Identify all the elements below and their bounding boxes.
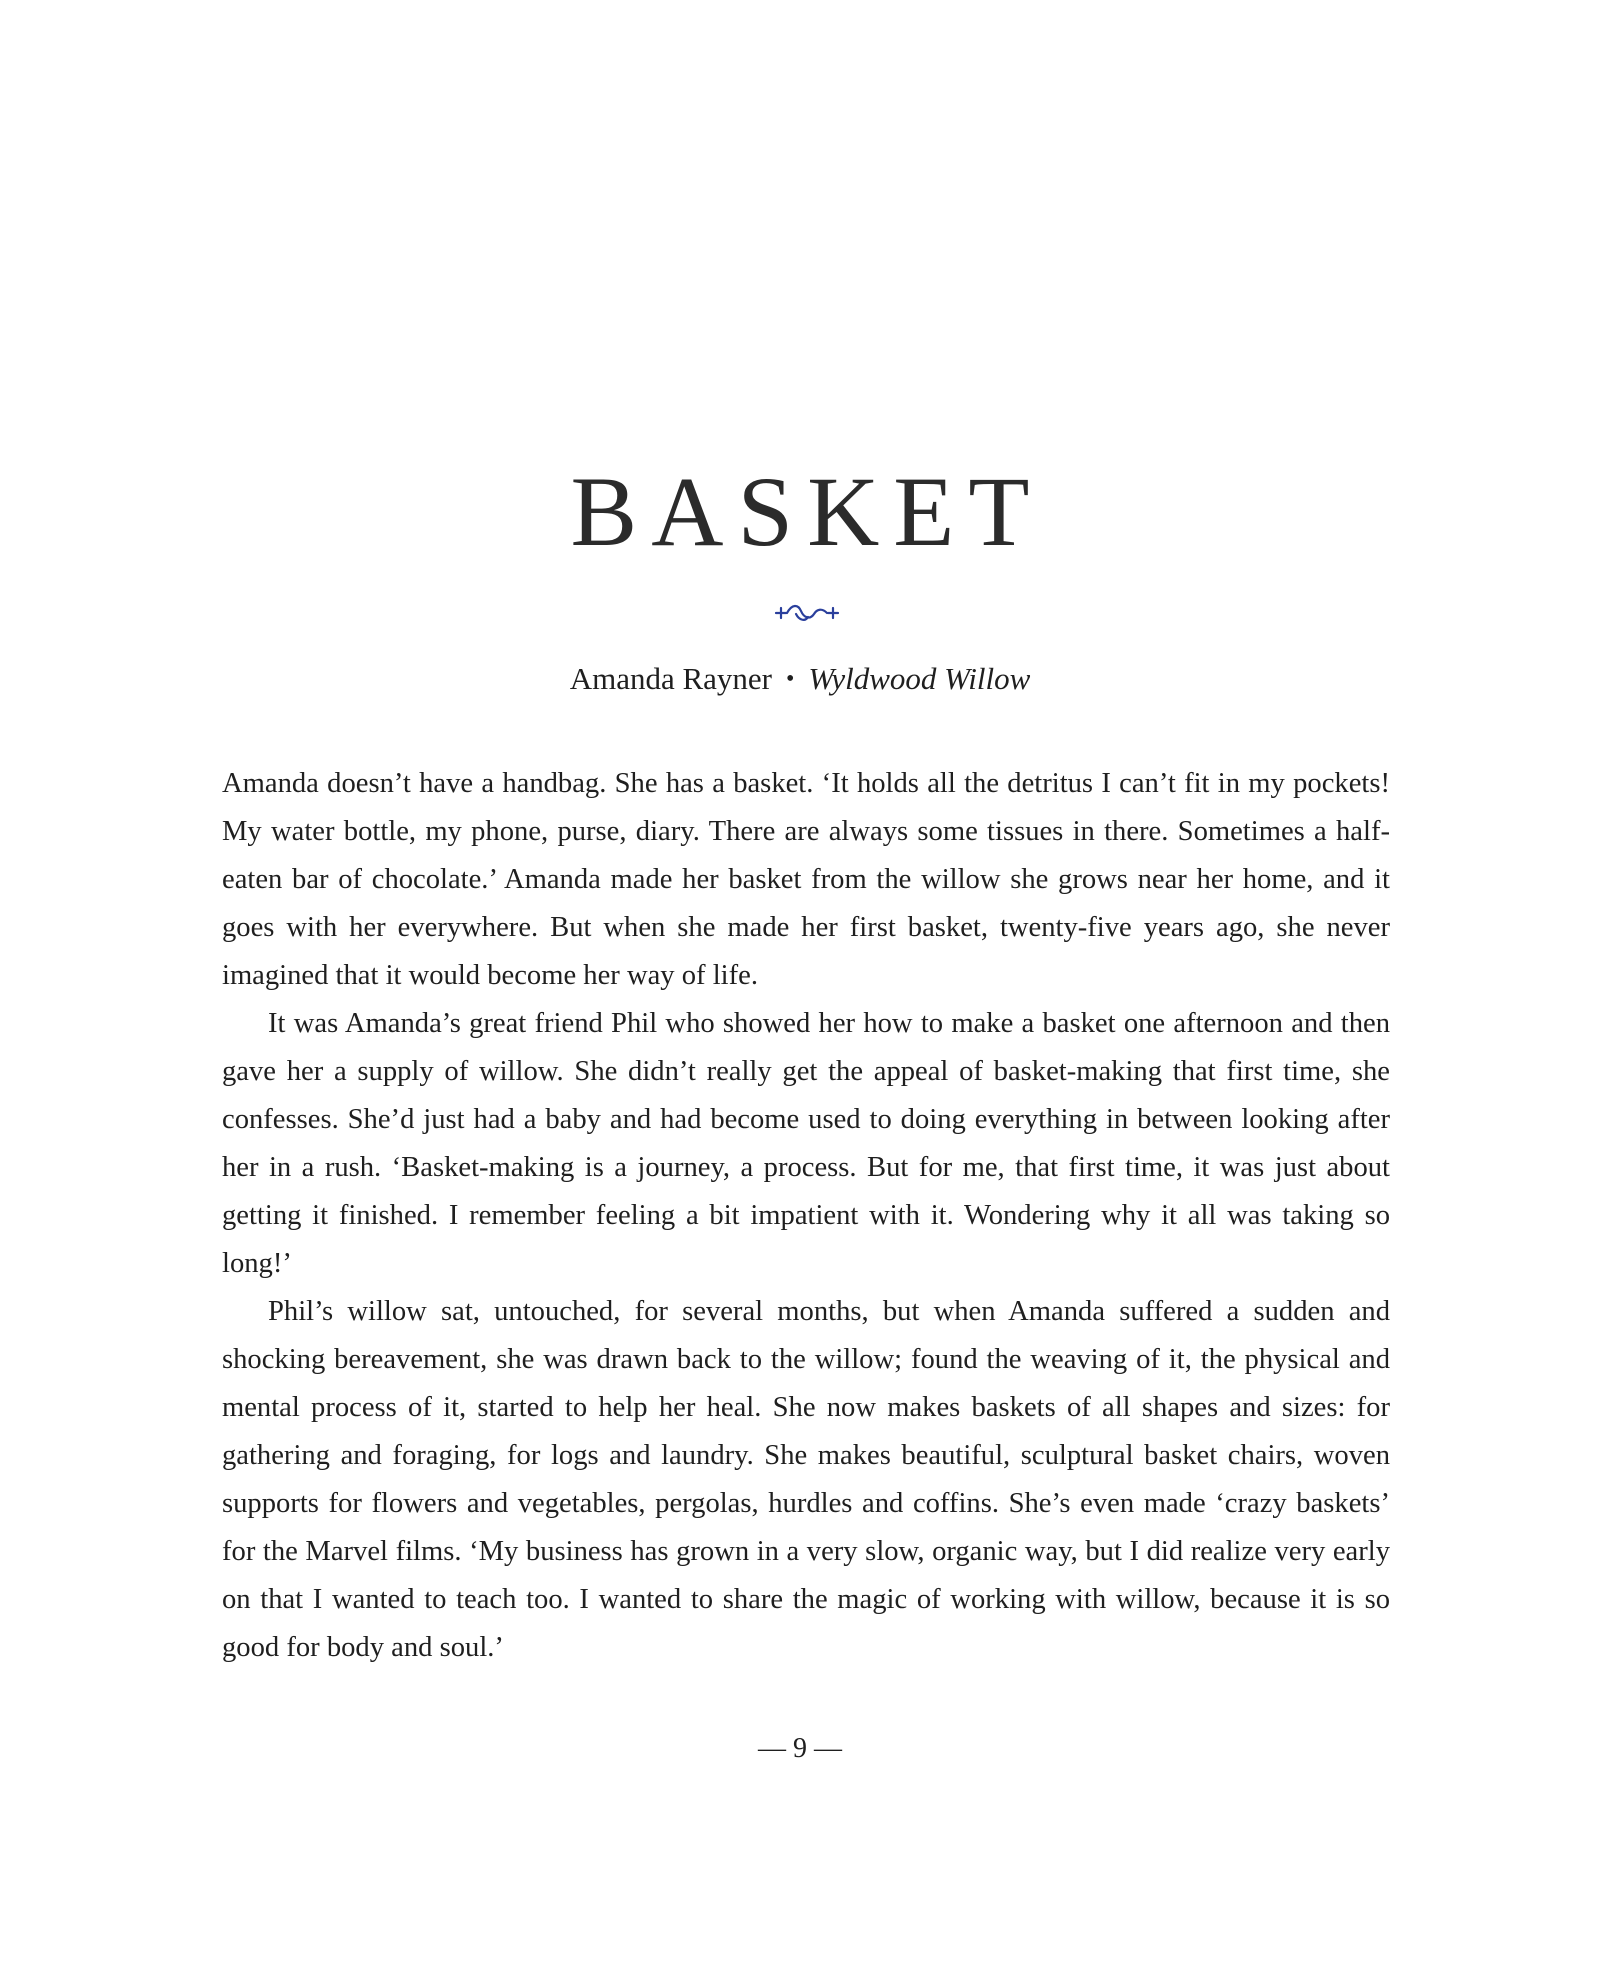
paragraph-1: Amanda doesn’t have a handbag. She has a basket. ‘It holds all the detritus I can’t fit in my pockets! My water bottle, my phone, purse, diary. There are always some tissues in there. Sometimes a half-eaten bar of chocolate.’ Amanda made her basket from the willow she grows near her home, and it goes with her everywhere. But when she made her first basket, twenty-five years ago, she never imagined that it would become her way of life.	[222, 768, 1390, 991]
paragraph-2: It was Amanda’s great friend Phil who showed her how to make a basket one afternoon and then gave her a supply of willow. She didn’t really get the appeal of basket-making that first time, she confesses. She’d just had a baby and had become used to doing everything in between looking after her in a rush. ‘Basket-making is a journey, a process. But for me, that first time, it was just about getting it finished. I remember feeling a bit impatient with it. Wondering why it all was taking so long!’	[222, 1008, 1390, 1279]
chapter-title: BASKET	[570, 456, 1044, 567]
body-text	[222, 760, 1390, 1672]
company-name: Wyldwood Willow	[808, 661, 1031, 696]
flourish-ornament-icon	[772, 600, 842, 626]
author-name: Amanda Rayner	[569, 661, 772, 696]
paragraph-3: Phil’s willow sat, untouched, for several months, but when Amanda suffered a sudden and shocking bereavement, she was drawn back to the willow; found the weaving of it, the physical and mental process of it, started to help her heal. She now makes baskets of all shapes and sizes: for gathering and foraging, for logs and laundry. She makes beautiful, sculptural basket chairs, woven supports for flowers and vegetables, pergolas, hurdles and coffins. She’s even made ‘crazy baskets’ for the Marvel films. ‘My business has grown in a very slow, organic way, but I did realize very early on that I wanted to teach too. I wanted to share the magic of working with willow, because it is so good for body and soul.’	[222, 1296, 1390, 1663]
byline	[0, 660, 1600, 697]
page-number: — 9 —	[758, 1733, 842, 1764]
byline-separator: •	[785, 666, 795, 692]
